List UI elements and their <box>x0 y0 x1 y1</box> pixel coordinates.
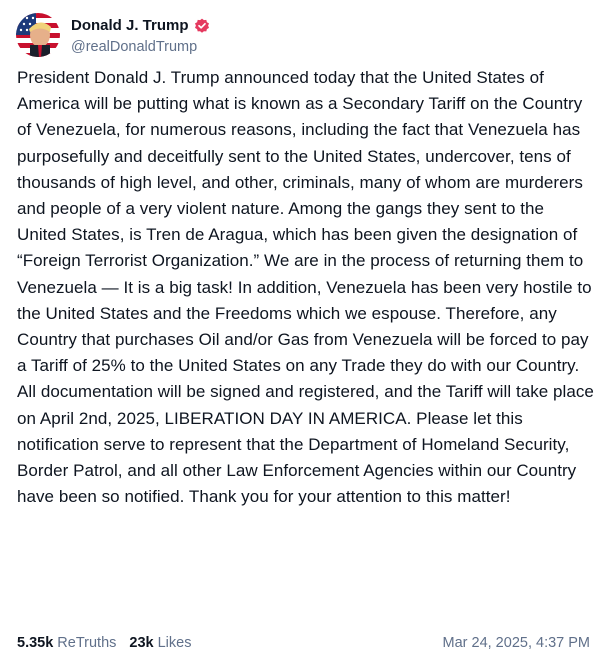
verified-badge-icon <box>194 18 210 34</box>
display-name[interactable]: Donald J. Trump <box>71 17 189 34</box>
avatar[interactable] <box>16 13 60 57</box>
likes-stat[interactable] <box>129 635 191 651</box>
author-names <box>71 16 210 55</box>
retruths-stat[interactable] <box>17 635 116 651</box>
post-body: President Donald J. Trump announced today that the United States of America will be putting what is known as a Secondary Tariff on the Country of Venezuela, for numerous reasons, including the fact that Venezuela has purposefully and deceitfully sent to the United States, undercover, tens of thousands of high level, and other, criminals, many of whom are murderers and people of a very violent nature. Among the gangs they sent to the United States, is Tren de Aragua, which has been given the designation of “Foreign Terrorist Organization.” We are in the process of returning them to Venezuela — It is a big task! In addition, Venezuela has been very hostile to the United States and the Freedoms which we espouse. Therefore, any Country that purchases Oil and/or Gas from Venezuela will be forced to pay a Tariff of 25% to the United States on any Trade they do with our Country. All documentation will be signed and registered, and the Tariff will take place on April 2nd, 2025, LIBERATION DAY IN AMERICA. Please let this notification serve to represent that the Department of Homeland Security, Border Patrol, and all other Law Enforcement Agencies within our Country have been so notified. Thank you for your attention to this matter! <box>17 68 599 507</box>
retruths-label: ReTruths <box>57 635 117 651</box>
retruths-count: 5.35k <box>17 635 54 651</box>
post-header <box>16 12 210 58</box>
likes-label: Likes <box>157 635 192 651</box>
post-footer <box>17 632 590 654</box>
name-row <box>71 16 210 36</box>
author-handle[interactable]: @realDonaldTrump <box>71 38 198 55</box>
avatar-flag-portrait <box>16 13 60 57</box>
likes-count: 23k <box>129 635 154 651</box>
post-timestamp[interactable]: Mar 24, 2025, 4:37 PM <box>442 635 590 651</box>
